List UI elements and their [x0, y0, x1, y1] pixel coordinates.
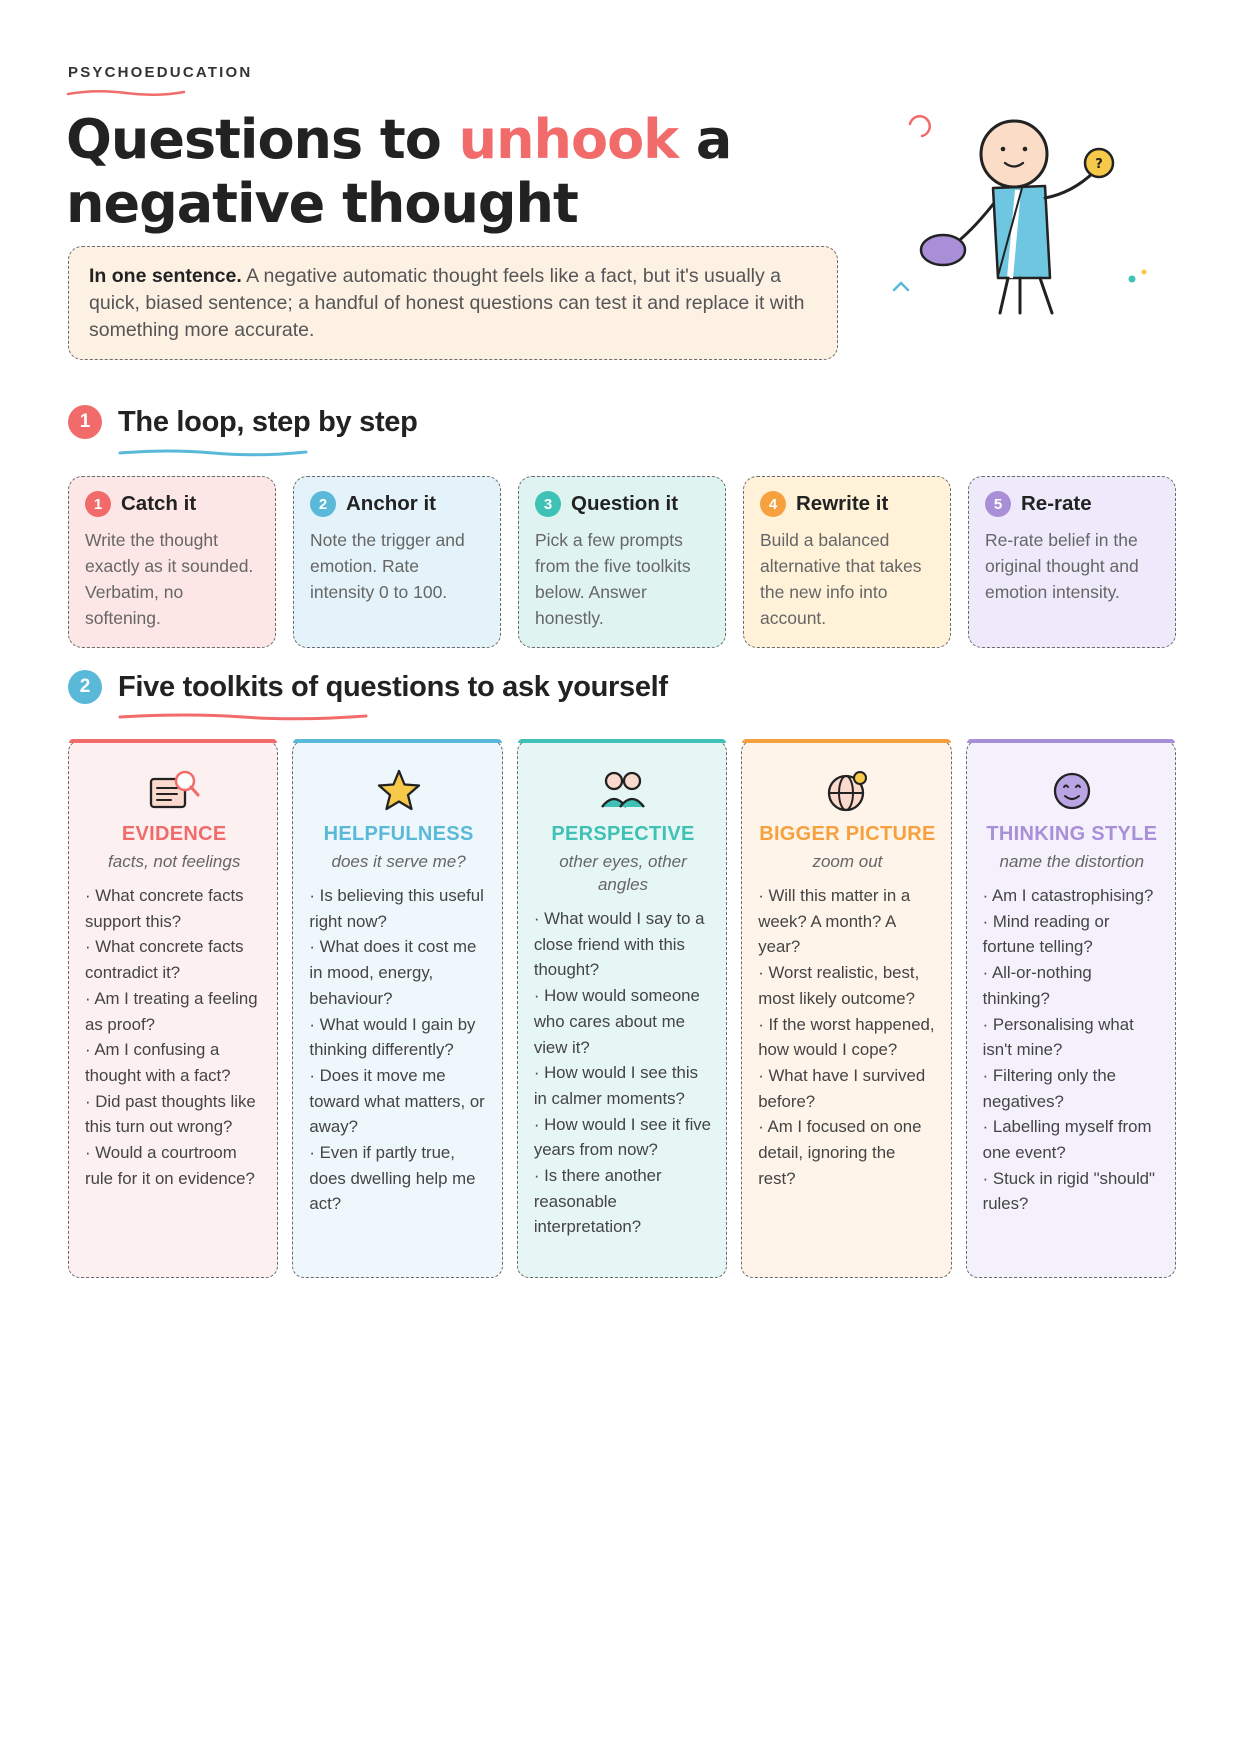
step-description: Build a balanced alternative that takes the new info into account.: [760, 530, 922, 628]
toolkit-subtitle: facts, not feelings: [108, 852, 241, 871]
step-title: Anchor it: [346, 492, 436, 515]
question-list: [309, 883, 487, 1217]
document-magnifier-icon: [147, 767, 201, 815]
title-accent: unhook: [458, 108, 679, 171]
toolkit-card-bigger-picture: [741, 740, 951, 1278]
question-item: · What have I survived before?: [758, 1065, 926, 1111]
steps-row: [68, 476, 1176, 648]
question-item: · Is believing this useful right now?: [309, 886, 484, 931]
page-title: [66, 108, 866, 236]
question-item: · Mind reading or fortune telling?: [982, 911, 1110, 957]
toolkit-card-thinking-style: [966, 740, 1176, 1278]
step-description: Write the thought exactly as it sounded. Verbatim, no softening.: [85, 530, 254, 628]
question-item: · What would I say to a close friend with this thought?: [533, 909, 705, 980]
toolkit-name: BIGGER PICTURE: [759, 823, 936, 845]
step-description: Pick a few prompts from the five toolkits below. Answer honestly.: [535, 530, 691, 628]
toolkit-name: THINKING STYLE: [986, 823, 1158, 845]
toolkits-row: [68, 740, 1176, 1278]
step-number-badge: 4: [760, 491, 786, 517]
step-description: Note the trigger and emotion. Rate intensity 0 to 100.: [310, 530, 465, 602]
toolkit-subtitle: zoom out: [812, 852, 883, 871]
two-people-icon: [596, 767, 650, 815]
question-item: · How would I see it five years from now?: [533, 1114, 712, 1160]
question-item: · Am I focused on one detail, ignoring the rest?: [758, 1117, 922, 1188]
purple-blob: [921, 235, 965, 265]
dot-decoration: [1142, 270, 1147, 275]
step-title: Question it: [571, 492, 679, 515]
section-toolkits-heading: [68, 670, 668, 704]
question-item: · Does it move me toward what matters, or away?: [309, 1065, 485, 1137]
question-item: · If the worst happened, how would I cope?: [758, 1014, 935, 1060]
toolkit-subtitle: other eyes, other angles: [559, 852, 687, 894]
question-list: [85, 883, 263, 1191]
question-item: · What does it cost me in mood, energy, behaviour?: [309, 937, 477, 1008]
question-item: · Will this matter in a week? A month? A year?: [758, 886, 911, 957]
question-badge-text: ?: [1095, 157, 1103, 172]
star-icon: [372, 767, 426, 815]
question-item: · Worst realistic, best, most likely outcome?: [758, 963, 920, 1008]
section-number-badge: 2: [68, 670, 102, 704]
step-title: Catch it: [121, 492, 197, 515]
section-title: The loop, step by step: [118, 405, 418, 438]
summary-lead: In one sentence.: [89, 265, 242, 287]
step-number-badge: 2: [310, 491, 336, 517]
section-loop-heading: [68, 405, 418, 439]
question-list: [758, 883, 936, 1191]
step-number-badge: 5: [985, 491, 1011, 517]
question-list: [983, 883, 1161, 1217]
step-card-rerate: [968, 476, 1176, 648]
globe-icon: [820, 767, 874, 815]
dot-decoration: [1129, 276, 1136, 283]
step-number-badge: 1: [85, 491, 111, 517]
question-item: · What would I gain by thinking differently?: [309, 1014, 476, 1060]
step-card-anchor: [293, 476, 501, 648]
step-title: Re-rate: [1021, 492, 1092, 515]
question-item: · Stuck in rigid "should" rules?: [982, 1168, 1155, 1214]
toolkit-card-helpfulness: [292, 740, 502, 1278]
toolkit-subtitle: name the distortion: [999, 852, 1145, 871]
question-item: · Am I confusing a thought with a fact?: [85, 1040, 231, 1085]
question-item: · Labelling myself from one event?: [982, 1117, 1152, 1163]
face-icon: [1045, 767, 1099, 815]
step-card-catch: [68, 476, 276, 648]
step-card-rewrite: [743, 476, 951, 648]
summary-text: A negative automatic thought feels like a fact, but it's usually a quick, biased sentence; a handful of honest questions can test it and replace it with something more accurate.: [89, 265, 805, 341]
title-lead: Questions to: [66, 108, 459, 171]
question-list: [534, 906, 712, 1240]
swirl-decoration: [910, 116, 930, 136]
toolkit-name: EVIDENCE: [121, 823, 227, 845]
question-item: · Even if partly true, does dwelling help me act?: [309, 1143, 476, 1214]
step-description: Re-rate belief in the original thought and emotion intensity.: [985, 530, 1139, 602]
toolkit-subtitle: does it serve me?: [331, 852, 466, 871]
section-title: Five toolkits of questions to ask yourself: [118, 670, 668, 703]
toolkit-card-perspective: [517, 740, 727, 1278]
question-item: · Am I catastrophising?: [982, 886, 1154, 905]
section-underline: [118, 712, 368, 722]
step-number-badge: 3: [535, 491, 561, 517]
question-item: · How would I see this in calmer moments?: [533, 1063, 698, 1108]
toolkit-name: HELPFULNESS: [323, 823, 474, 845]
question-item: · Filtering only the negatives?: [982, 1065, 1116, 1111]
step-card-question: [518, 476, 726, 648]
head: [981, 121, 1047, 187]
caret-decoration: [894, 283, 908, 290]
question-item: · Personalising what isn't mine?: [982, 1014, 1134, 1060]
question-item: · Is there another reasonable interpretation?: [533, 1166, 662, 1237]
summary-box: [68, 246, 838, 360]
toolkit-card-evidence: [68, 740, 278, 1278]
toolkit-name: PERSPECTIVE: [551, 823, 695, 845]
question-item: · How would someone who cares about me view it?: [533, 986, 700, 1057]
question-item: · Would a courtroom rule for it on evidence?: [85, 1143, 255, 1188]
kicker-underline: [66, 88, 186, 98]
stick-figure-illustration: [880, 108, 1180, 368]
question-item: · All-or-nothing thinking?: [982, 963, 1092, 1008]
section-underline: [118, 448, 308, 458]
step-title: Rewrite it: [796, 492, 889, 515]
section-number-badge: 1: [68, 405, 102, 439]
question-item: · What concrete facts contradict it?: [85, 937, 244, 983]
question-item: · Am I treating a feeling as proof?: [85, 988, 258, 1034]
question-item: · What concrete facts support this?: [85, 886, 244, 931]
question-item: · Did past thoughts like this turn out wrong?: [85, 1091, 256, 1137]
kicker: PSYCHOEDUCATION: [68, 64, 253, 81]
title-tail: a negative thought: [66, 108, 732, 235]
